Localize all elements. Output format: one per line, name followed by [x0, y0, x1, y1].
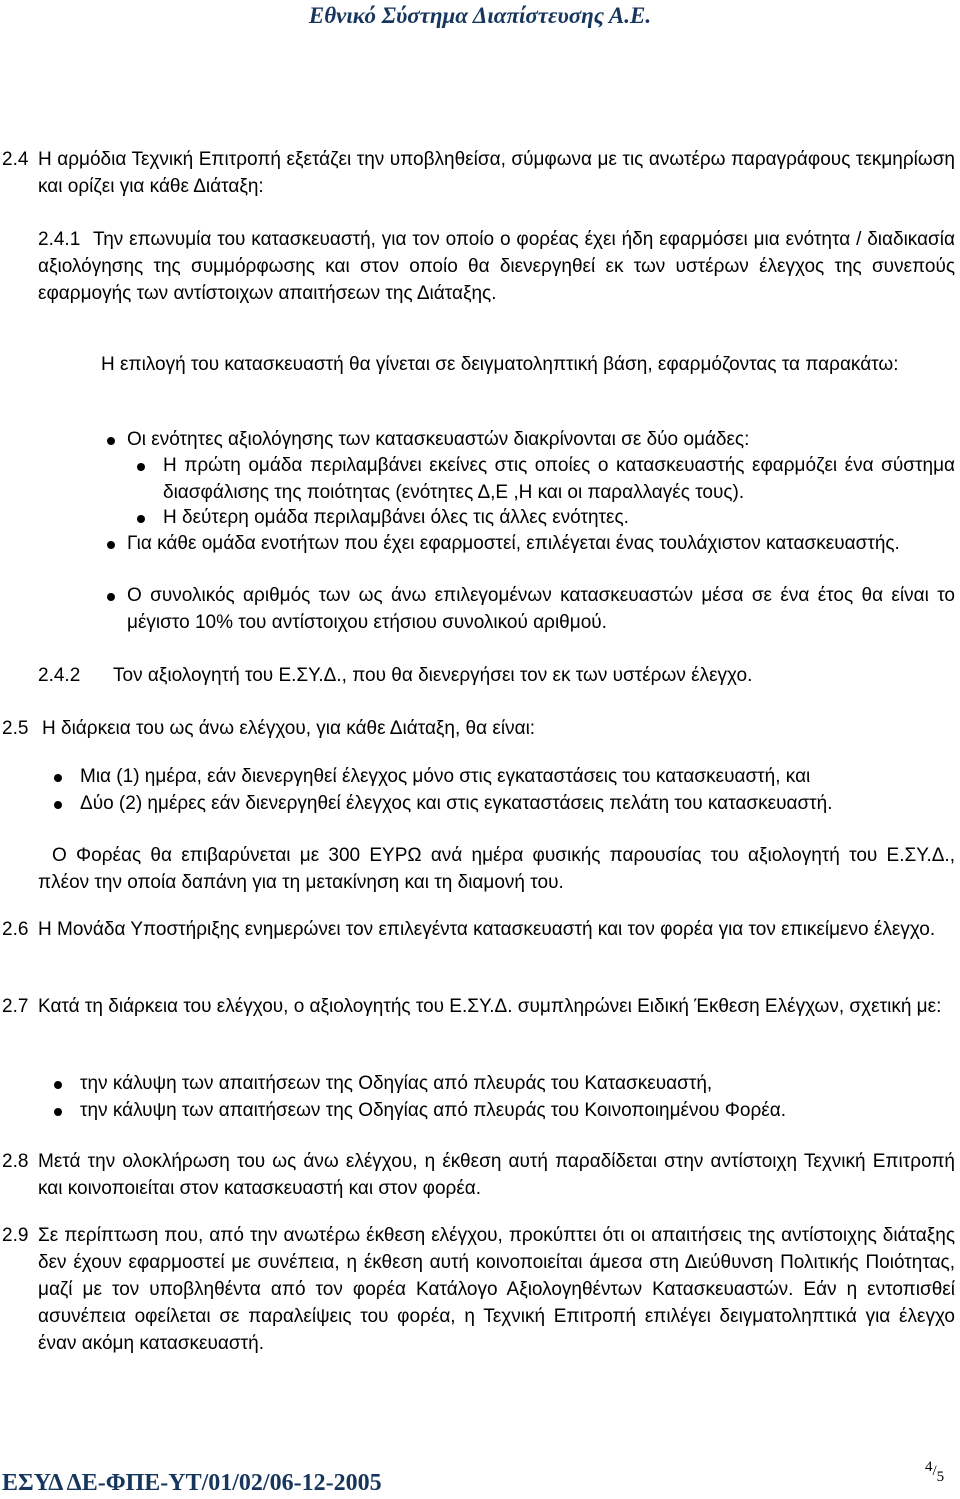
sub-bullet-first-group: Η πρώτη ομάδα περιλαμβάνει εκείνες στις οποίες ο κατασκευαστής εφαρμόζει ένα σύστημα διασφάλισης της ποιότητας (ενότητες Δ,Ε ,Η και οι παραλλαγές τους).	[163, 455, 955, 503]
report-bullet-notified-body: την κάλυψη των απαιτήσεων της Οδηγίας από πλευράς του Κοινοποιημένου Φορέα.	[80, 1100, 787, 1121]
section-2-9-text: Σε περίπτωση που, από την ανωτέρω έκθεση ελέγχου, προκύπτει ότι οι απαιτήσεις της αντίστοιχης διάταξης δεν έχουν εφαρμοστεί με συνέπεια, η έκθεση αυτή κοινοποιείται άμεσα στη Διεύθυνση Πολιτικής Ποιότητας, μαζί με τον υποβληθέντα από τον φορέα Κατάλογο Αξιολογηθέντων Κατασκευαστών. Εάν η εντοπισθεί ασυνέπεια οφείλεται σε παραλείψεις του φορέα, η Τεχνική Επιτροπή επιλέγει δειγματοληπτικά για έλεγχο έναν ακόμη κατασκευαστή.	[38, 1225, 955, 1354]
bullet-icon	[107, 437, 115, 445]
section-2-4-1-number: 2.4.1	[38, 229, 81, 250]
page-total: 5	[936, 1469, 945, 1485]
section-2-5-text: Η διάρκεια του ως άνω ελέγχου, για κάθε Διάταξη, θα είναι:	[42, 718, 536, 739]
page-number: 4/5	[925, 1459, 945, 1485]
section-2-4-1-text: Την επωνυμία του κατασκευαστή, για τον οποίο ο φορέας έχει ήδη εφαρμόσει μια ενότητα / διαδικασία αξιολόγησης της συμμόρφωσης και στον οποίο θα διενεργηθεί εκ των υστέρων έλεγχος της συνεπούς εφαρμογής των αντίστοιχων απαιτήσεων της Διάταξης.	[38, 229, 955, 304]
section-2-7-number: 2.7	[2, 996, 29, 1017]
bullet-icon	[107, 541, 115, 549]
section-2-4-2-text: Τον αξιολογητή του Ε.ΣΥ.Δ., που θα διενεργήσει τον εκ των υστέρων έλεγχο.	[113, 665, 753, 686]
bullet-icon	[54, 774, 62, 782]
section-2-4-text: Η αρμόδια Τεχνική Επιτροπή εξετάζει την υποβληθείσα, σύμφωνα με τις ανωτέρω παραγράφους τεκμηρίωση και ορίζει για κάθε Διάταξη:	[38, 149, 955, 197]
sub-bullet-second-group: Η δεύτερη ομάδα περιλαμβάνει όλες τις άλλες ενότητες.	[163, 507, 629, 528]
section-2-8-number: 2.8	[2, 1151, 29, 1172]
section-2-4-2-number: 2.4.2	[38, 665, 81, 686]
report-bullet-manufacturer: την κάλυψη των απαιτήσεων της Οδηγίας από πλευράς του Κατασκευαστή,	[80, 1073, 713, 1094]
bullet-icon	[54, 1108, 62, 1116]
bullet-icon	[137, 515, 145, 523]
bullet-icon	[54, 801, 62, 809]
duration-bullet-two-days: Δύο (2) ημέρες εάν διενεργηθεί έλεγχος και στις εγκαταστάσεις πελάτη του κατασκευαστή.	[80, 793, 833, 814]
footer-document-code: ΕΣΥΔ ΔΕ-ΦΠΕ-ΥΤ/01/02/06-12-2005	[2, 1470, 382, 1496]
selection-paragraph: Η επιλογή του κατασκευαστή θα γίνεται σε δειγματοληπτική βάση, εφαρμόζοντας τα παρακάτω:	[101, 354, 899, 375]
fee-paragraph: Ο Φορέας θα επιβαρύνεται με 300 ΕΥΡΩ ανά ημέρα φυσικής παρουσίας του αξιολογητή του Ε.ΣΥ.Δ., πλέον την οποία δαπάνη για τη μετακίνηση και τη διαμονή του.	[38, 845, 955, 893]
bullet-per-group: Για κάθε ομάδα ενοτήτων που έχει εφαρμοστεί, επιλέγεται ένας τουλάχιστον κατασκευαστής.	[127, 533, 900, 554]
bullet-icon	[107, 593, 115, 601]
bullet-icon	[54, 1081, 62, 1089]
section-2-8-text: Μετά την ολοκλήρωση του ως άνω ελέγχου, η έκθεση αυτή παραδίδεται στην αντίστοιχη Τεχνική Επιτροπή και κοινοποιείται στον κατασκευαστή και στον φορέα.	[38, 1151, 955, 1199]
section-2-9-number: 2.9	[2, 1225, 29, 1246]
bullet-total-number: Ο συνολικός αριθμός των ως άνω επιλεγομένων κατασκευαστών μέσα σε ένα έτος θα είναι το μέγιστο 10% του αντίστοιχου ετήσιου συνολικού αριθμού.	[127, 585, 955, 633]
section-2-5-number: 2.5	[2, 718, 29, 739]
section-2-4-number: 2.4	[2, 149, 29, 170]
section-2-6-number: 2.6	[2, 919, 29, 940]
bullet-icon	[137, 463, 145, 471]
section-2-7-text: Κατά τη διάρκεια του ελέγχου, ο αξιολογητής του Ε.ΣΥ.Δ. συμπληρώνει Ειδική Έκθεση Ελέγχων, σχετική με:	[38, 996, 942, 1017]
page-current: 4	[925, 1459, 933, 1475]
bullet-groups-intro: Οι ενότητες αξιολόγησης των κατασκευαστών διακρίνονται σε δύο ομάδες:	[127, 429, 750, 450]
page-header-title: Εθνικό Σύστημα Διαπίστευσης Α.Ε.	[308, 3, 652, 28]
duration-bullet-one-day: Μια (1) ημέρα, εάν διενεργηθεί έλεγχος μόνο στις εγκαταστάσεις του κατασκευαστή, και	[80, 766, 811, 787]
section-2-6-text: Η Μονάδα Υποστήριξης ενημερώνει τον επιλεγέντα κατασκευαστή και τον φορέα για τον επικείμενο έλεγχο.	[38, 919, 936, 940]
